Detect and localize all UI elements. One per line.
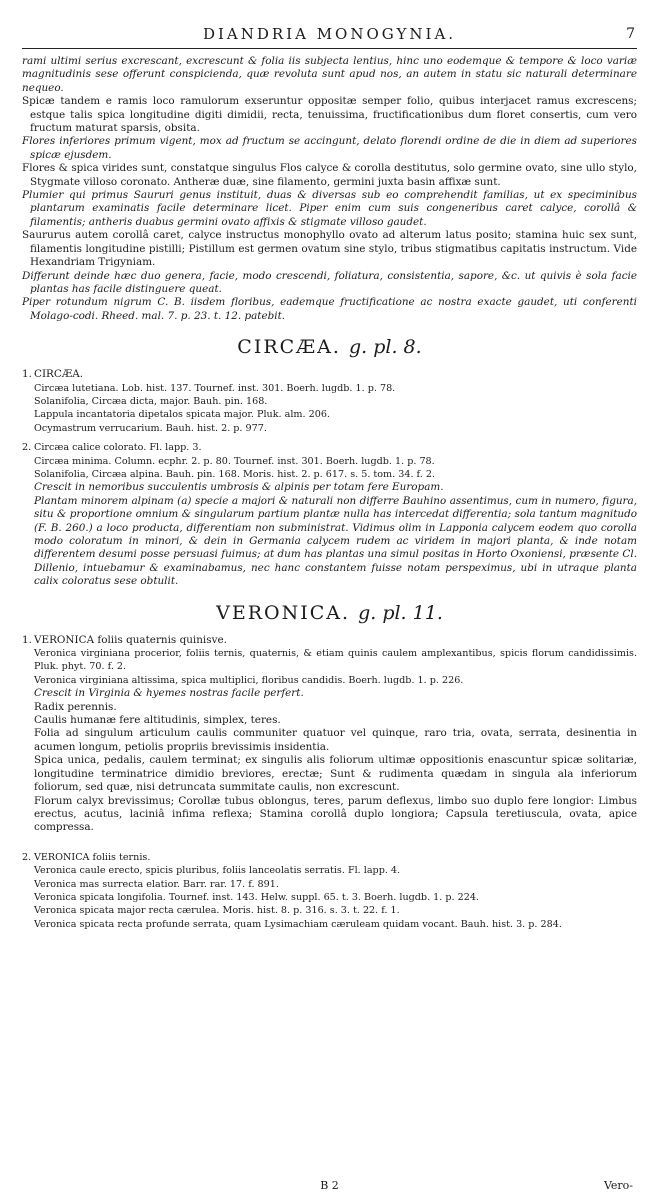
genus-reference: g. pl. 8. [349,336,422,359]
intro-paragraph: rami ultimi serius excrescant, excrescunt & folia iis subjecta lentius, hinc uno eodemque & tempore & loco variæ magnitudinis sese offerunt conspicienda, quæ revoluta sunt apud nos, an autem in statu sic naturali determinare nequeo. [22,55,637,94]
synonym-line: Solanifolia, Circæa alpina. Bauh. pin. 168. Moris. hist. 2. p. 617. s. 5. tom. 34. f. 2. [34,468,436,480]
description-line: Folia ad singulum articulum caulis communiter quatuor vel quinque, raro tria, ovata, serrata, desinentia in acumen longum, petiolis propriis brevissimis insidentia. [34,727,637,753]
genus-heading-veronica [22,601,637,625]
signature-mark: B 2 [320,1179,339,1192]
genus-name: CIRCÆA. [237,336,341,359]
intro-paragraph: Flores & spica virides sunt, constatque singulus Flos calyce & corolla destitutus, solo germine ovato, sine ullo stylo, Stygmate villoso coronato. Antheræ duæ, sine filamento, germini juxta basin affixæ sunt. [22,162,637,188]
observation-paragraph: Plantam minorem alpinam (a) specie a majori & naturali non differre Bauhino assentimus, cum in numero, figura, situ & proportione omnium & singularum partium plantæ nulla has intercedat differentia; sola tantum magnitudo (F. B. 260.) a loco producta, differentiam non subministrat. Vidimus olim in Lapponia calycem eodem quo corolla modo coloratum in minori, & dein in Germania calycem rudem ac viridem in majori planta, & inde notam differentem desumi posse persuasi fuimus; at dum has plantas una simul positas in Horto Oxoniensi, præsente Cl. Dillenio, intuebamur & examinabamus, nec hanc constantem fuisse notam perspeximus, ubi in utraque planta calix coloratus sese obtulit. [34,494,637,588]
species-heading [22,441,637,454]
species-name: VERONICA foliis quaternis quinisve. [34,633,227,646]
species-number: 1. [22,633,32,646]
species-number: 2. [22,851,32,863]
page-footer [22,1178,637,1194]
species-heading [22,368,637,381]
synonym-line: Veronica caule erecto, spicis pluribus, foliis lanceolatis serratis. Fl. lapp. 4. [34,865,401,877]
page-number: 7 [626,26,635,42]
synonym-line: Circæa minima. Column. ecphr. 2. p. 80. Tournef. inst. 301. Boerh. lugdb. 1. p. 78. [34,455,435,467]
synonym-line: Circæa lutetiana. Lob. hist. 137. Tournef. inst. 301. Boerh. lugdb. 1. p. 78. [34,382,396,394]
species-name: CIRCÆA. [34,368,84,381]
intro-paragraph: Differunt deinde hæc duo genera, facie, modo crescendi, foliatura, consistentia, sapore, &c. ut quivis è sola facie plantas has facile distinguere queat. [22,269,637,295]
species-heading [22,634,637,647]
section-gap [22,835,637,845]
synonym-line: Solanifolia, Circæa dicta, major. Bauh. pin. 168. [34,395,268,407]
catchword: Vero- [603,1179,633,1192]
synonym-line: Veronica virginiana procerior, foliis ternis, quaternis, & etiam quinis caulem amplexantibus, spicis florum candidissimis. Pluk. phyt. 70. f. 2. [34,648,637,673]
intro-paragraph: Piper rotundum nigrum C. B. iisdem floribus, eademque fructificatione ac nostra exacte gaudet, uti conferenti Molago-codi. Rheed. mal. 7. p. 23. t. 12. patebit. [22,296,637,322]
intro-paragraph: Flores inferiores primum vigent, mox ad fructum se accingunt, delato florendi ordine de die in diem ad superiores spicæ ejusdem. [22,135,637,161]
description-line: Caulis humanæ fere altitudinis, simplex, teres. [34,714,281,727]
intro-paragraph: Spicæ tandem e ramis loco ramulorum exseruntur oppositæ semper folio, quibus interjacet ramus excrescens; estque talis spica longitudine digiti dimidii, recta, tenuissima, fructificationibus dum floret consertis, cum vero fructum maturat sparsis, obsita. [22,95,637,135]
species-number: 2. [22,442,32,454]
body-text [22,55,637,931]
synonym-line: Veronica spicata longifolia. Tournef. inst. 143. Helw. suppl. 65. t. 3. Boerh. lugdb. 1. p. 224. [34,891,479,903]
description-line: Spica unica, pedalis, caulem terminat; ex singulis alis foliorum ultimæ oppositionis enascuntur spicæ solitariæ, longitudine terminatrice dimidio breviores, erectæ; Sunt & rudimenta quædam in singula ala inferiorum foliorum, sed quæ, nisi detruncata summitate caulis, non excrescunt. [34,754,637,794]
page [22,20,637,1190]
species-name: Circæa calice colorato. Fl. lapp. 3. [34,442,202,454]
species-name: VERONICA foliis ternis. [34,851,151,863]
description-line: Radix perennis. [34,700,117,713]
genus-heading-circaea [22,335,637,359]
synonym-line: Ocymastrum verrucarium. Bauh. hist. 2. p. 977. [34,422,267,434]
habitat-line: Crescit in nemoribus succulentis umbrosis & alpinis per totam fere Europam. [34,481,444,494]
species-number: 1. [22,368,32,381]
synonym-line: Veronica spicata recta profunde serrata, quam Lysimachiam cæruleam quidam vocant. Bauh. hist. 3. p. 284. [34,918,562,930]
description-line: Florum calyx brevissimus; Corollæ tubus oblongus, teres, parum deflexus, limbo suo duplo fere longior: Limbus erectus, acutus, laciniâ infima reflexa; Stamina corollâ duplo longiora; Capsula teretiuscula, ovata, apice compressa. [34,794,637,834]
species-heading [22,851,637,864]
intro-paragraph: Plumier qui primus Saururi genus instituit, duas & diversas sub eo comprehendit familias, ut ex speciminibus plantarum examinatis facile determinare licet. Piper enim cum suis congeneribus caret calyce, corollâ & filamentis; antheris duabus germini ovato affixis & stigmate villoso gaudet. [22,189,637,228]
intro-paragraph: Saururus autem corollâ caret, calyce instructus monophyllo ovato ad alterum latus posito; stamina huic sex sunt, filamentis longitudine pistilli; Pistillum est germen ovatum sine stylo, tribus stigmatibus capitatis instructum. Vide Hexandriam Trigyniam. [22,229,637,269]
synonym-line: Lappula incantatoria dipetalos spicata major. Pluk. alm. 206. [34,409,330,421]
synonym-line: Veronica spicata major recta cærulea. Moris. hist. 8. p. 316. s. 3. t. 22. f. 1. [34,905,400,917]
genus-reference: g. pl. 11. [358,601,443,624]
habitat-line: Crescit in Virginia & hyemes nostras facile perfert. [34,687,304,700]
running-head-title: DIANDRIA MONOGYNIA. [202,25,457,43]
genus-name: VERONICA. [216,601,351,624]
synonym-line: Veronica mas surrecta elatior. Barr. rar. 17. f. 891. [34,878,279,890]
running-head [22,20,637,49]
synonym-line: Veronica virginiana altissima, spica multiplici, floribus candidis. Boerh. lugdb. 1. p. 226. [34,674,464,686]
